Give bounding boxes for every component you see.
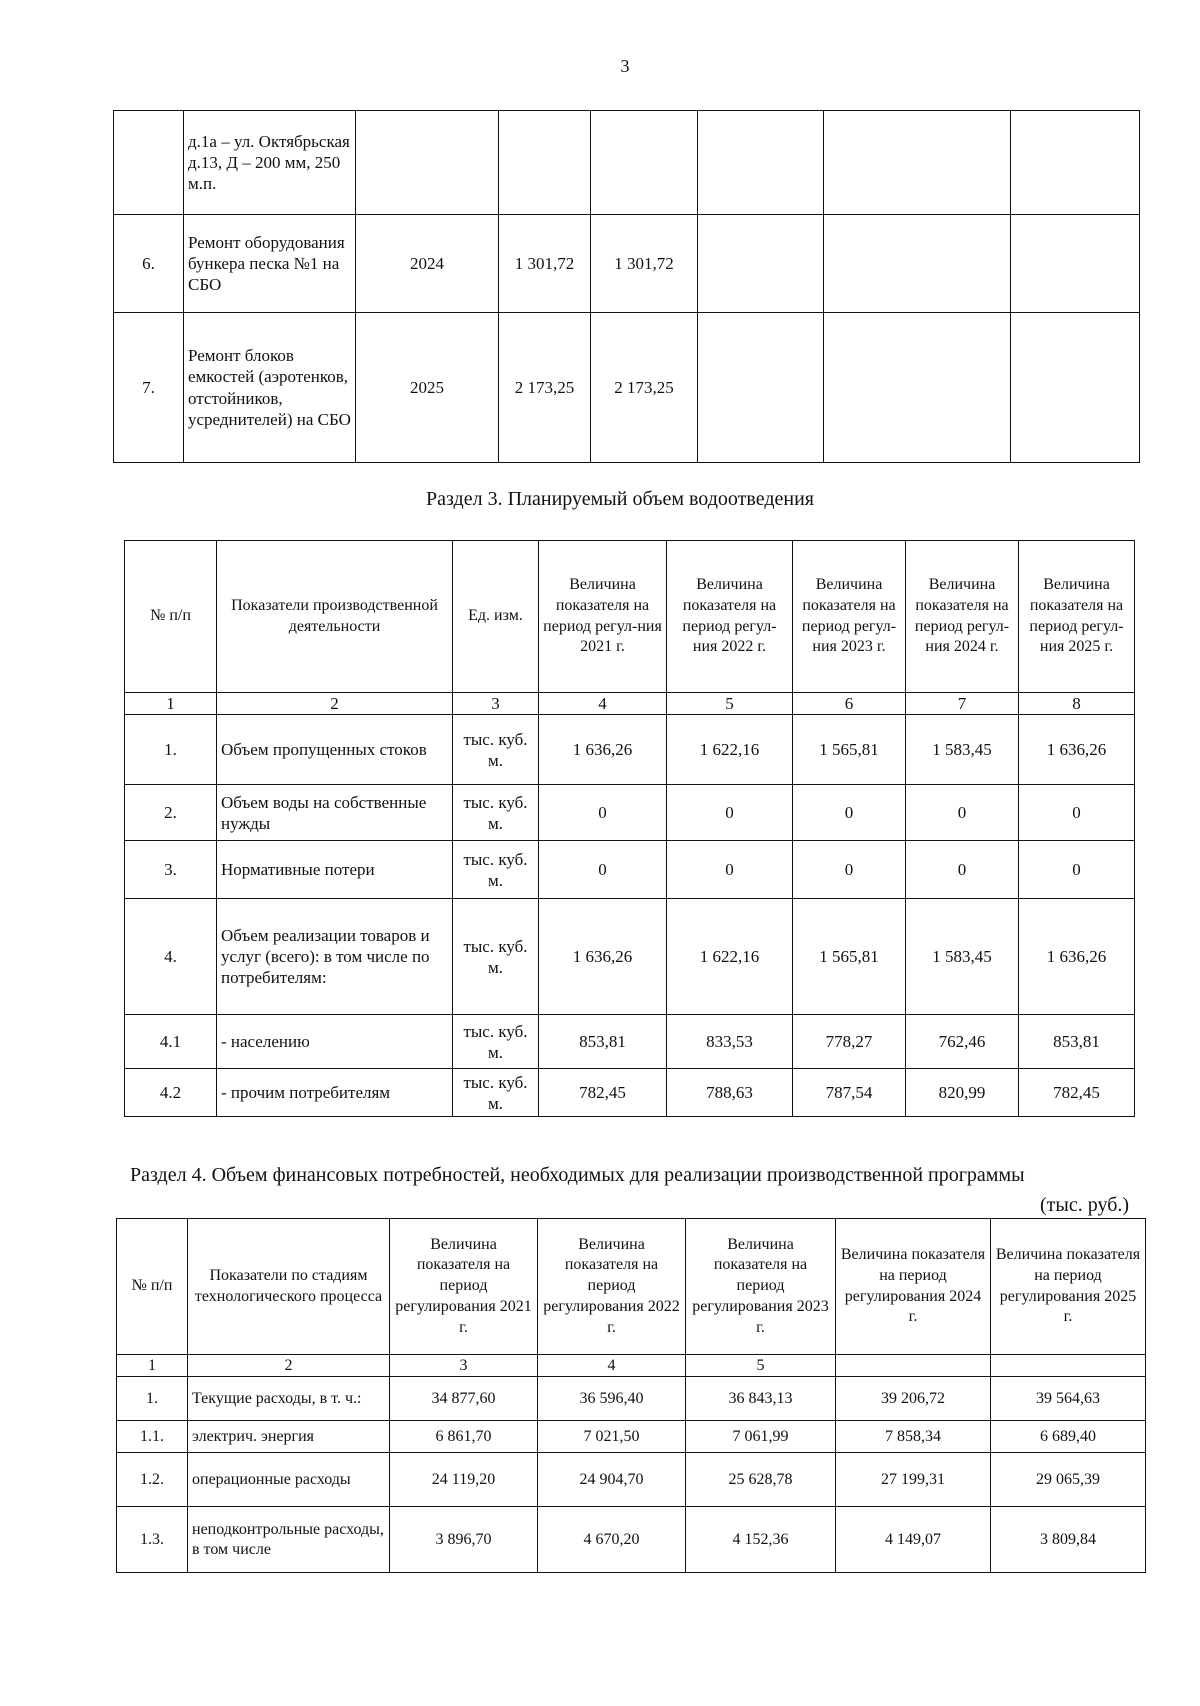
table-row — [125, 899, 1135, 1015]
header-cell: № п/п — [117, 1219, 188, 1355]
cell-name: - прочим потребителям — [217, 1069, 453, 1117]
col-number: 8 — [1019, 693, 1135, 715]
cell-num: 7. — [114, 313, 184, 463]
cell-num: 3. — [125, 841, 217, 899]
header-row — [125, 541, 1135, 693]
cell-value: 853,81 — [539, 1015, 667, 1069]
cell-unit: тыс. куб. м. — [453, 841, 539, 899]
header-cell: Величина показателя на период регулирования 2025 г. — [991, 1219, 1146, 1355]
header-cell: Величина показателя на период регул-ния 2022 г. — [667, 541, 793, 693]
header-cell: Показатели производственной деятельности — [217, 541, 453, 693]
cell-value: 1 636,26 — [539, 899, 667, 1015]
cell-unit: тыс. куб. м. — [453, 1069, 539, 1117]
col-number: 2 — [217, 693, 453, 715]
cell-num: 1.2. — [117, 1453, 188, 1507]
col-number: 1 — [125, 693, 217, 715]
col-number: 3 — [453, 693, 539, 715]
header-cell: Величина показателя на период регул-ния 2024 г. — [906, 541, 1019, 693]
table-row — [125, 1015, 1135, 1069]
cell-value: 25 628,78 — [686, 1453, 836, 1507]
col-number: 5 — [667, 693, 793, 715]
cell-value: 7 021,50 — [538, 1421, 686, 1453]
cell-value: 778,27 — [793, 1015, 906, 1069]
cell-value: 853,81 — [1019, 1015, 1135, 1069]
cell-value: 1 565,81 — [793, 715, 906, 785]
cell-name: Объем воды на собственные нужды — [217, 785, 453, 841]
cell-year: 2025 — [356, 313, 499, 463]
cell-num: 1. — [125, 715, 217, 785]
col-number — [991, 1355, 1146, 1377]
table-row — [125, 1069, 1135, 1117]
cell-value: 1 301,72 — [591, 215, 698, 313]
cell-value: 0 — [793, 841, 906, 899]
header-cell: Показатели по стадиям технологического процесса — [188, 1219, 390, 1355]
cell-num: 1.1. — [117, 1421, 188, 1453]
cell-value: 39 564,63 — [991, 1377, 1146, 1421]
cell-value — [824, 215, 1011, 313]
cell-value: 29 065,39 — [991, 1453, 1146, 1507]
cell-num: 2. — [125, 785, 217, 841]
cell-value: 782,45 — [1019, 1069, 1135, 1117]
cell-value: 762,46 — [906, 1015, 1019, 1069]
cell-num: 1. — [117, 1377, 188, 1421]
cell-value — [698, 215, 824, 313]
cell-value: 7 858,34 — [836, 1421, 991, 1453]
cell-num: 4.1 — [125, 1015, 217, 1069]
cell-value: 36 596,40 — [538, 1377, 686, 1421]
cell-value: 1 636,26 — [539, 715, 667, 785]
cell-value: 0 — [1019, 785, 1135, 841]
cell-year: 2024 — [356, 215, 499, 313]
cell-num: 4.2 — [125, 1069, 217, 1117]
cell-value: 24 904,70 — [538, 1453, 686, 1507]
cell-unit: тыс. куб. м. — [453, 715, 539, 785]
table-row — [125, 841, 1135, 899]
cell-name: Текущие расходы, в т. ч.: — [188, 1377, 390, 1421]
col-number: 6 — [793, 693, 906, 715]
header-cell: Величина показателя на период регул-ния 2023 г. — [793, 541, 906, 693]
cell-value: 1 583,45 — [906, 899, 1019, 1015]
cell-value: 34 877,60 — [390, 1377, 538, 1421]
header-cell: Величина показателя на период регул-ния 2021 г. — [539, 541, 667, 693]
cell-value: 0 — [539, 841, 667, 899]
cell-value — [698, 111, 824, 215]
table-row — [114, 111, 1140, 215]
cell-value: 0 — [906, 785, 1019, 841]
cell-value: 39 206,72 — [836, 1377, 991, 1421]
col-number: 5 — [686, 1355, 836, 1377]
header-row — [117, 1219, 1146, 1355]
cell-value: 6 861,70 — [390, 1421, 538, 1453]
col-number: 3 — [390, 1355, 538, 1377]
table-row — [117, 1421, 1146, 1453]
cell-year — [356, 111, 499, 215]
cell-value: 0 — [1019, 841, 1135, 899]
cell-value: 3 809,84 — [991, 1507, 1146, 1573]
table-section3 — [124, 540, 1135, 1117]
table-row — [125, 715, 1135, 785]
col-number: 4 — [539, 693, 667, 715]
col-number — [836, 1355, 991, 1377]
cell-name: электрич. энергия — [188, 1421, 390, 1453]
cell-name: д.1а – ул. Октябрьская д.13, Д – 200 мм, 250 м.п. — [184, 111, 356, 215]
cell-value: 6 689,40 — [991, 1421, 1146, 1453]
cell-num: 6. — [114, 215, 184, 313]
cell-value: 0 — [667, 785, 793, 841]
cell-value: 27 199,31 — [836, 1453, 991, 1507]
header-cell: № п/п — [125, 541, 217, 693]
cell-value — [1011, 313, 1140, 463]
cell-value: 787,54 — [793, 1069, 906, 1117]
cell-name: Нормативные потери — [217, 841, 453, 899]
cell-value: 1 622,16 — [667, 715, 793, 785]
cell-value: 3 896,70 — [390, 1507, 538, 1573]
cell-value — [591, 111, 698, 215]
cell-value: 7 061,99 — [686, 1421, 836, 1453]
cell-value: 0 — [906, 841, 1019, 899]
cell-name: - населению — [217, 1015, 453, 1069]
cell-value: 833,53 — [667, 1015, 793, 1069]
cell-name: Ремонт оборудования бункера песка №1 на СБО — [184, 215, 356, 313]
header-cell: Величина показателя на период регулирования 2023 г. — [686, 1219, 836, 1355]
cell-value — [824, 111, 1011, 215]
col-number: 4 — [538, 1355, 686, 1377]
cell-value: 1 583,45 — [906, 715, 1019, 785]
cell-value — [1011, 111, 1140, 215]
cell-value: 1 565,81 — [793, 899, 906, 1015]
cell-value: 0 — [539, 785, 667, 841]
cell-value: 1 301,72 — [499, 215, 591, 313]
cell-unit: тыс. куб. м. — [453, 899, 539, 1015]
column-number-row — [125, 693, 1135, 715]
table-row — [114, 313, 1140, 463]
cell-value: 1 622,16 — [667, 899, 793, 1015]
col-number: 2 — [188, 1355, 390, 1377]
cell-value: 36 843,13 — [686, 1377, 836, 1421]
page-number: 3 — [620, 56, 630, 76]
table-row — [125, 785, 1135, 841]
cell-unit: тыс. куб. м. — [453, 1015, 539, 1069]
cell-num: 4. — [125, 899, 217, 1015]
section4-title: Раздел 4. Объем финансовых потребностей, необходимых для реализации производственной программы — [130, 1164, 1025, 1186]
cell-value — [824, 313, 1011, 463]
section4-unit-note: (тыс. руб.) — [1040, 1194, 1130, 1216]
cell-num: 1.3. — [117, 1507, 188, 1573]
table-program-continuation — [113, 110, 1140, 463]
column-number-row — [117, 1355, 1146, 1377]
header-cell: Ед. изм. — [453, 541, 539, 693]
cell-value: 0 — [667, 841, 793, 899]
cell-value: 1 636,26 — [1019, 715, 1135, 785]
table-row — [117, 1507, 1146, 1573]
cell-value: 0 — [793, 785, 906, 841]
cell-name: Объем реализации товаров и услуг (всего): в том числе по потребителям: — [217, 899, 453, 1015]
table-row — [117, 1377, 1146, 1421]
header-cell: Величина показателя на период регулирования 2021 г. — [390, 1219, 538, 1355]
cell-value: 2 173,25 — [499, 313, 591, 463]
table-row — [117, 1453, 1146, 1507]
cell-value — [499, 111, 591, 215]
cell-value: 820,99 — [906, 1069, 1019, 1117]
cell-name: операционные расходы — [188, 1453, 390, 1507]
cell-value — [1011, 215, 1140, 313]
cell-value: 4 670,20 — [538, 1507, 686, 1573]
header-cell: Величина показателя на период регул-ния 2025 г. — [1019, 541, 1135, 693]
cell-num — [114, 111, 184, 215]
header-cell: Величина показателя на период регулирования 2022 г. — [538, 1219, 686, 1355]
table-row — [114, 215, 1140, 313]
col-number: 1 — [117, 1355, 188, 1377]
table-section4 — [116, 1218, 1146, 1573]
cell-value: 788,63 — [667, 1069, 793, 1117]
cell-value: 782,45 — [539, 1069, 667, 1117]
cell-value: 4 152,36 — [686, 1507, 836, 1573]
cell-name: неподконтрольные расходы, в том числе — [188, 1507, 390, 1573]
header-cell: Величина показателя на период регулирования 2024 г. — [836, 1219, 991, 1355]
cell-unit: тыс. куб. м. — [453, 785, 539, 841]
col-number: 7 — [906, 693, 1019, 715]
cell-name: Ремонт блоков емкостей (аэротенков, отстойников, усреднителей) на СБО — [184, 313, 356, 463]
cell-value: 4 149,07 — [836, 1507, 991, 1573]
cell-value — [698, 313, 824, 463]
cell-name: Объем пропущенных стоков — [217, 715, 453, 785]
cell-value: 1 636,26 — [1019, 899, 1135, 1015]
cell-value: 2 173,25 — [591, 313, 698, 463]
section3-title: Раздел 3. Планируемый объем водоотведения — [426, 488, 814, 510]
cell-value: 24 119,20 — [390, 1453, 538, 1507]
